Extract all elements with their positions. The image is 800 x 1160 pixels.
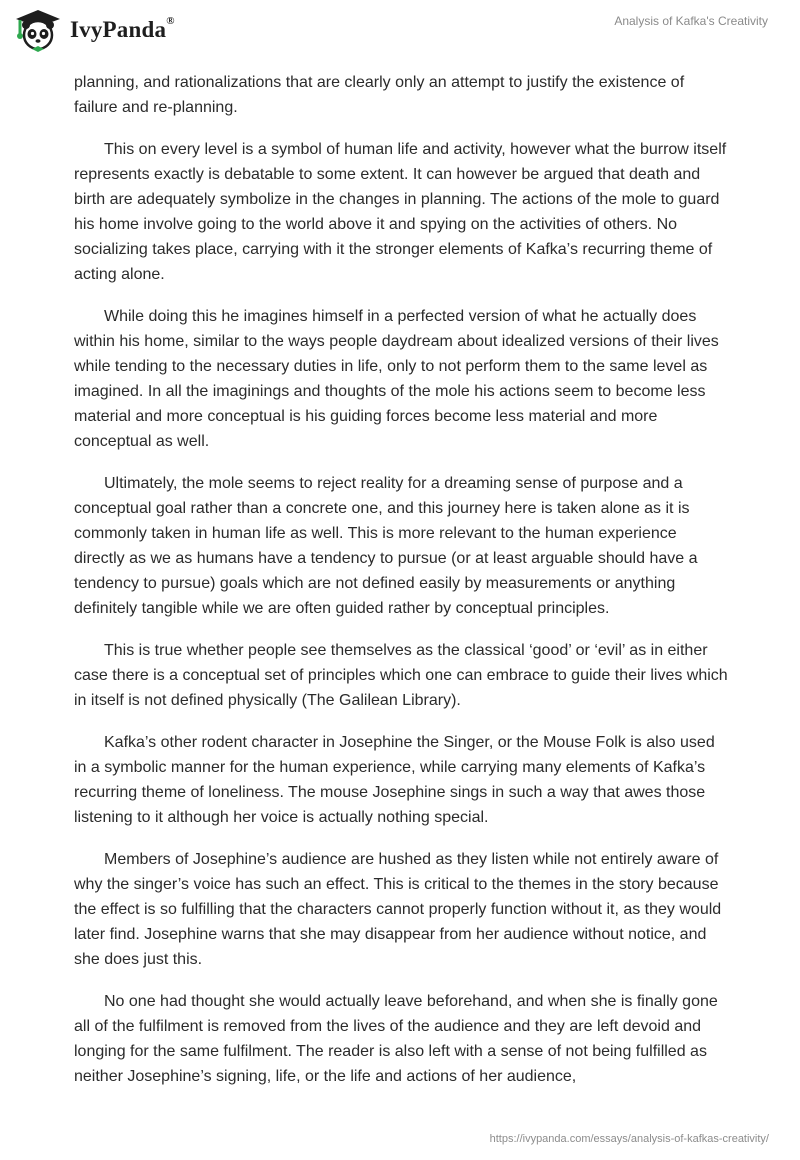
paragraph: Kafka’s other rodent character in Josephine the Singer, or the Mouse Folk is also used in a symbolic manner for the human experience, while carrying many elements of Kafka’s recurring theme of loneliness. The mouse Josephine sings in such a way that awes those listening to it although her voice is actually nothing special. (74, 734, 715, 826)
page-header (0, 0, 800, 70)
paragraph: Members of Josephine’s audience are hushed as they listen while not entirely aware of why the singer’s voice has such an effect. This is critical to the themes in the story because the effect is so fulfilling that the characters cannot properly function without it, as they would later find. Josephine warns that she may disappear from her audience without notice, and she does just this. (74, 851, 722, 968)
paragraph: While doing this he imagines himself in a perfected version of what he actually does within his home, similar to the ways people daydream about idealized versions of their lives while tending to the necessary duties in life, only to not perform them to the same level as imagined. In all the imaginings and thoughts of the mole his actions seem to become less material and more conceptual is his guiding forces become less material and more conceptual as well. (74, 308, 719, 450)
panda-graduate-logo-icon (12, 8, 64, 52)
paragraph: planning, and rationalizations that are clearly only an attempt to justify the existence of failure and re-planning. (74, 74, 685, 116)
brand-name: IvyPanda® (70, 15, 175, 42)
document-title: Analysis of Kafka's Creativity (614, 14, 768, 28)
source-url[interactable]: https://ivypanda.com/essays/analysis-of-kafkas-creativity/ (489, 1133, 769, 1145)
paragraph: Ultimately, the mole seems to reject reality for a dreaming sense of purpose and a conceptual goal rather than a concrete one, and this journey here is taken alone as it is commonly taken in human life as well. This is more relevant to the human experience directly as we as humans have a tendency to pursue (or at least arguable should have a tendency to pursue) goals which are not defined easily by measurements or anything definitely tangible while we are often guided rather by conceptual principles. (74, 475, 698, 617)
paragraph: This on every level is a symbol of human life and activity, however what the burrow itself represents exactly is debatable to some extent. It can however be argued that death and birth are adequately symbolize in the changes in planning. The actions of the mole to guard his home involve going to the world above it and spying on the activities of others. No socializing takes place, carrying with it the stronger elements of Kafka’s recurring theme of acting alone. (74, 141, 727, 283)
brand-logo[interactable] (12, 8, 175, 52)
paragraph: This is true whether people see themselves as the classical ‘good’ or ‘evil’ as in either case there is a conceptual set of principles which one can embrace to guide their lives which in itself is not defined physically (The Galilean Library). (74, 642, 728, 709)
paragraph: No one had thought she would actually leave beforehand, and when she is finally gone all of the fulfilment is removed from the lives of the audience and they are left devoid and longing for the same fulfilment. The reader is also left with a sense of not being fulfilled as neither Josephine’s signing, life, or the life and actions of her audience, (74, 993, 718, 1085)
essay-body (74, 70, 728, 1106)
